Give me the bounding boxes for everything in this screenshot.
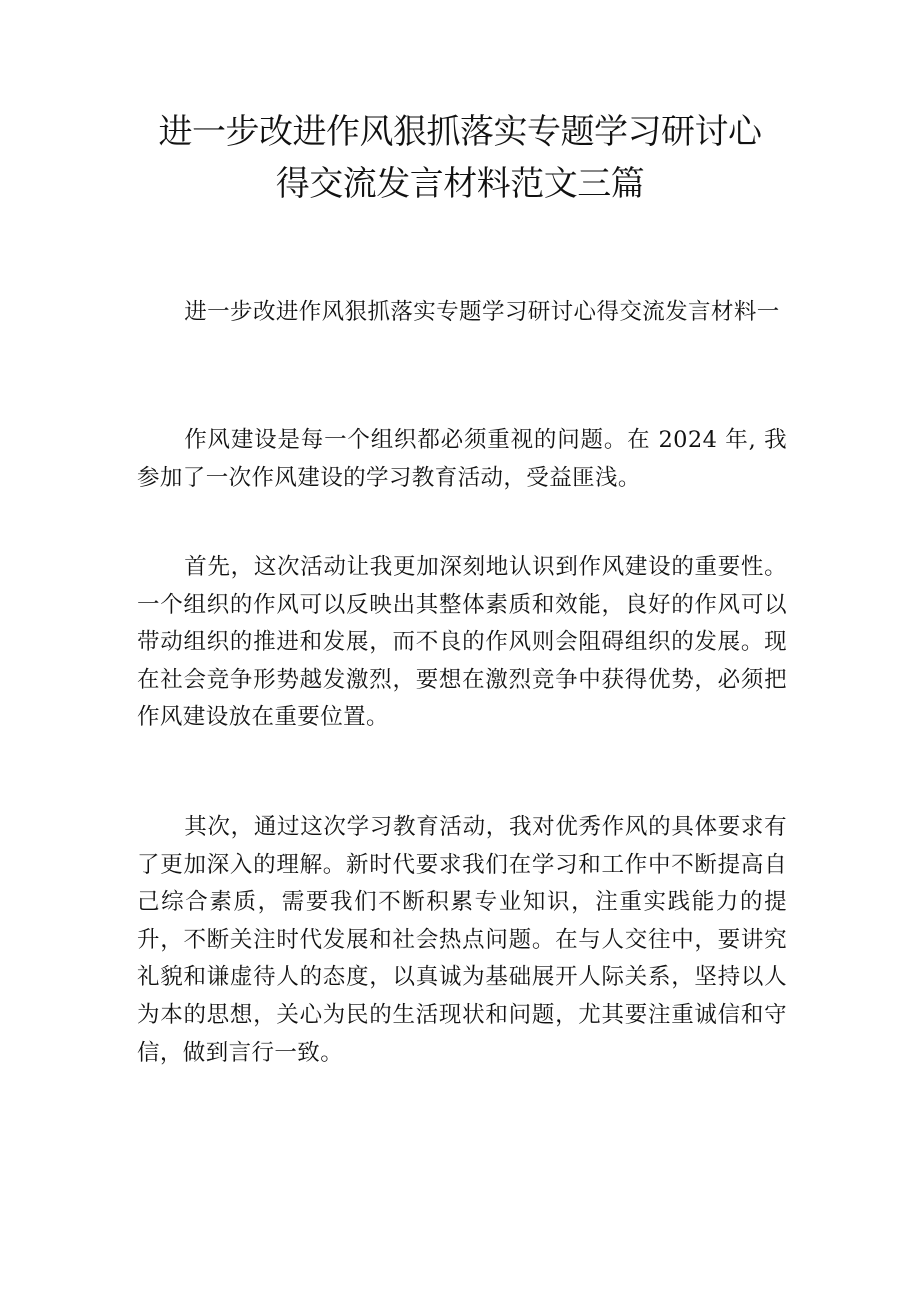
section-heading-paragraph: 进一步改进作风狠抓落实专题学习研讨心得交流发言材料一 [184,299,780,325]
body-paragraph-intro: 作风建设是每一个组织都必须重视的问题。在 2024 年, 我参加了一次作风建设的学习教育活动，受益匪浅。 [137,427,787,491]
title-line-2: 得交流发言材料范文三篇 [275,164,645,204]
document-title [0,106,920,210]
body-paragraph-first: 首先，这次活动让我更加深刻地认识到作风建设的重要性。一个组织的作风可以反映出其整体素质和效能，良好的作风可以带动组织的推进和发展，而不良的作风则会阻碍组织的发展。现在社会竞争形势越发激烈，要想在激烈竞争中获得优势，必须把作风建设放在重要位置。 [137,554,787,731]
title-line-1: 进一步改进作风狠抓落实专题学习研讨心 [158,112,762,152]
body-paragraph-second: 其次，通过这次学习教育活动，我对优秀作风的具体要求有了更加深入的理解。新时代要求我们在学习和工作中不断提高自己综合素质，需要我们不断积累专业知识，注重实践能力的提升，不断关注时代发展和社会热点问题。在与人交往中，要讲究礼貌和谦虚待人的态度，以真诚为基础展开人际关系，坚持以人为本的思想，关心为民的生活现状和问题，尤其要注重诚信和守信，做到言行一致。 [137,814,787,1066]
